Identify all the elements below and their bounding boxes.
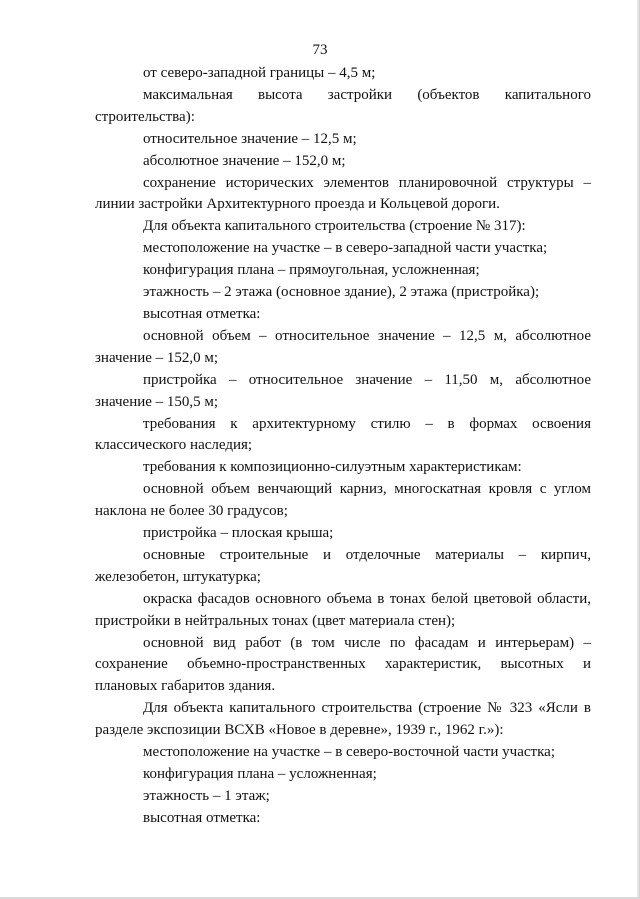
paragraph: высотная отметка:: [143, 305, 261, 322]
paragraph: от северо-западной границы – 4,5 м;: [143, 65, 376, 81]
paragraph: пристройка – относительное значение – 11,50 м, абсолютное значение – 150,5 м;: [95, 371, 591, 410]
paragraph: основной вид работ (в том числе по фасадам и интерьерам) – сохранение объемно-пространственных характеристик, высотных и плановых габаритов здания.: [95, 634, 591, 695]
paragraph: конфигурация плана – усложненная;: [143, 766, 377, 782]
paragraph: пристройка – плоская крыша;: [143, 525, 334, 542]
page-number: 73: [312, 42, 328, 58]
paragraph: высотная отметка:: [143, 809, 261, 826]
paragraph: максимальная высота застройки (объектов капитального строительства):: [95, 86, 591, 125]
paragraph: сохранение исторических элементов планировочной структуры – линии застройки Архитектурного проезда и Кольцевой дороги.: [95, 174, 591, 213]
paragraph: этажность – 1 этаж;: [143, 787, 270, 804]
paragraph: относительное значение – 12,5 м;: [143, 130, 357, 147]
paragraph: этажность – 2 этажа (основное здание), 2 этажа (пристройка);: [143, 284, 540, 301]
paragraph: абсолютное значение – 152,0 м;: [143, 152, 346, 169]
paragraph: окраска фасадов основного объема в тонах белой цветовой области, пристройки в нейтральных тонах (цвет материала стен);: [95, 590, 591, 629]
paragraph: Для объекта капитального строительства (строение № 317):: [143, 218, 526, 235]
paragraph: основные строительные и отделочные материалы – кирпич, железобетон, штукатурка;: [95, 546, 591, 585]
document-body: [95, 63, 591, 830]
paragraph: основной объем венчающий карниз, многоскатная кровля с углом наклона не более 30 градусов;: [95, 481, 591, 520]
paragraph: требования к композиционно-силуэтным характеристикам:: [143, 459, 522, 476]
paragraph: Для объекта капитального строительства (строение № 323 «Ясли в разделе экспозиции ВСХВ «Новое в деревне», 1939 г., 1962 г.»):: [95, 700, 591, 739]
paragraph: местоположение на участке – в северо-восточной части участка;: [143, 744, 555, 761]
paragraph: местоположение на участке – в северо-западной части участка;: [143, 240, 548, 257]
paragraph: конфигурация плана – прямоугольная, усложненная;: [143, 262, 480, 279]
paragraph: основной объем – относительное значение – 12,5 м, абсолютное значение – 152,0 м;: [95, 327, 591, 366]
paragraph: требования к архитектурному стилю – в формах освоения классического наследия;: [95, 415, 591, 454]
